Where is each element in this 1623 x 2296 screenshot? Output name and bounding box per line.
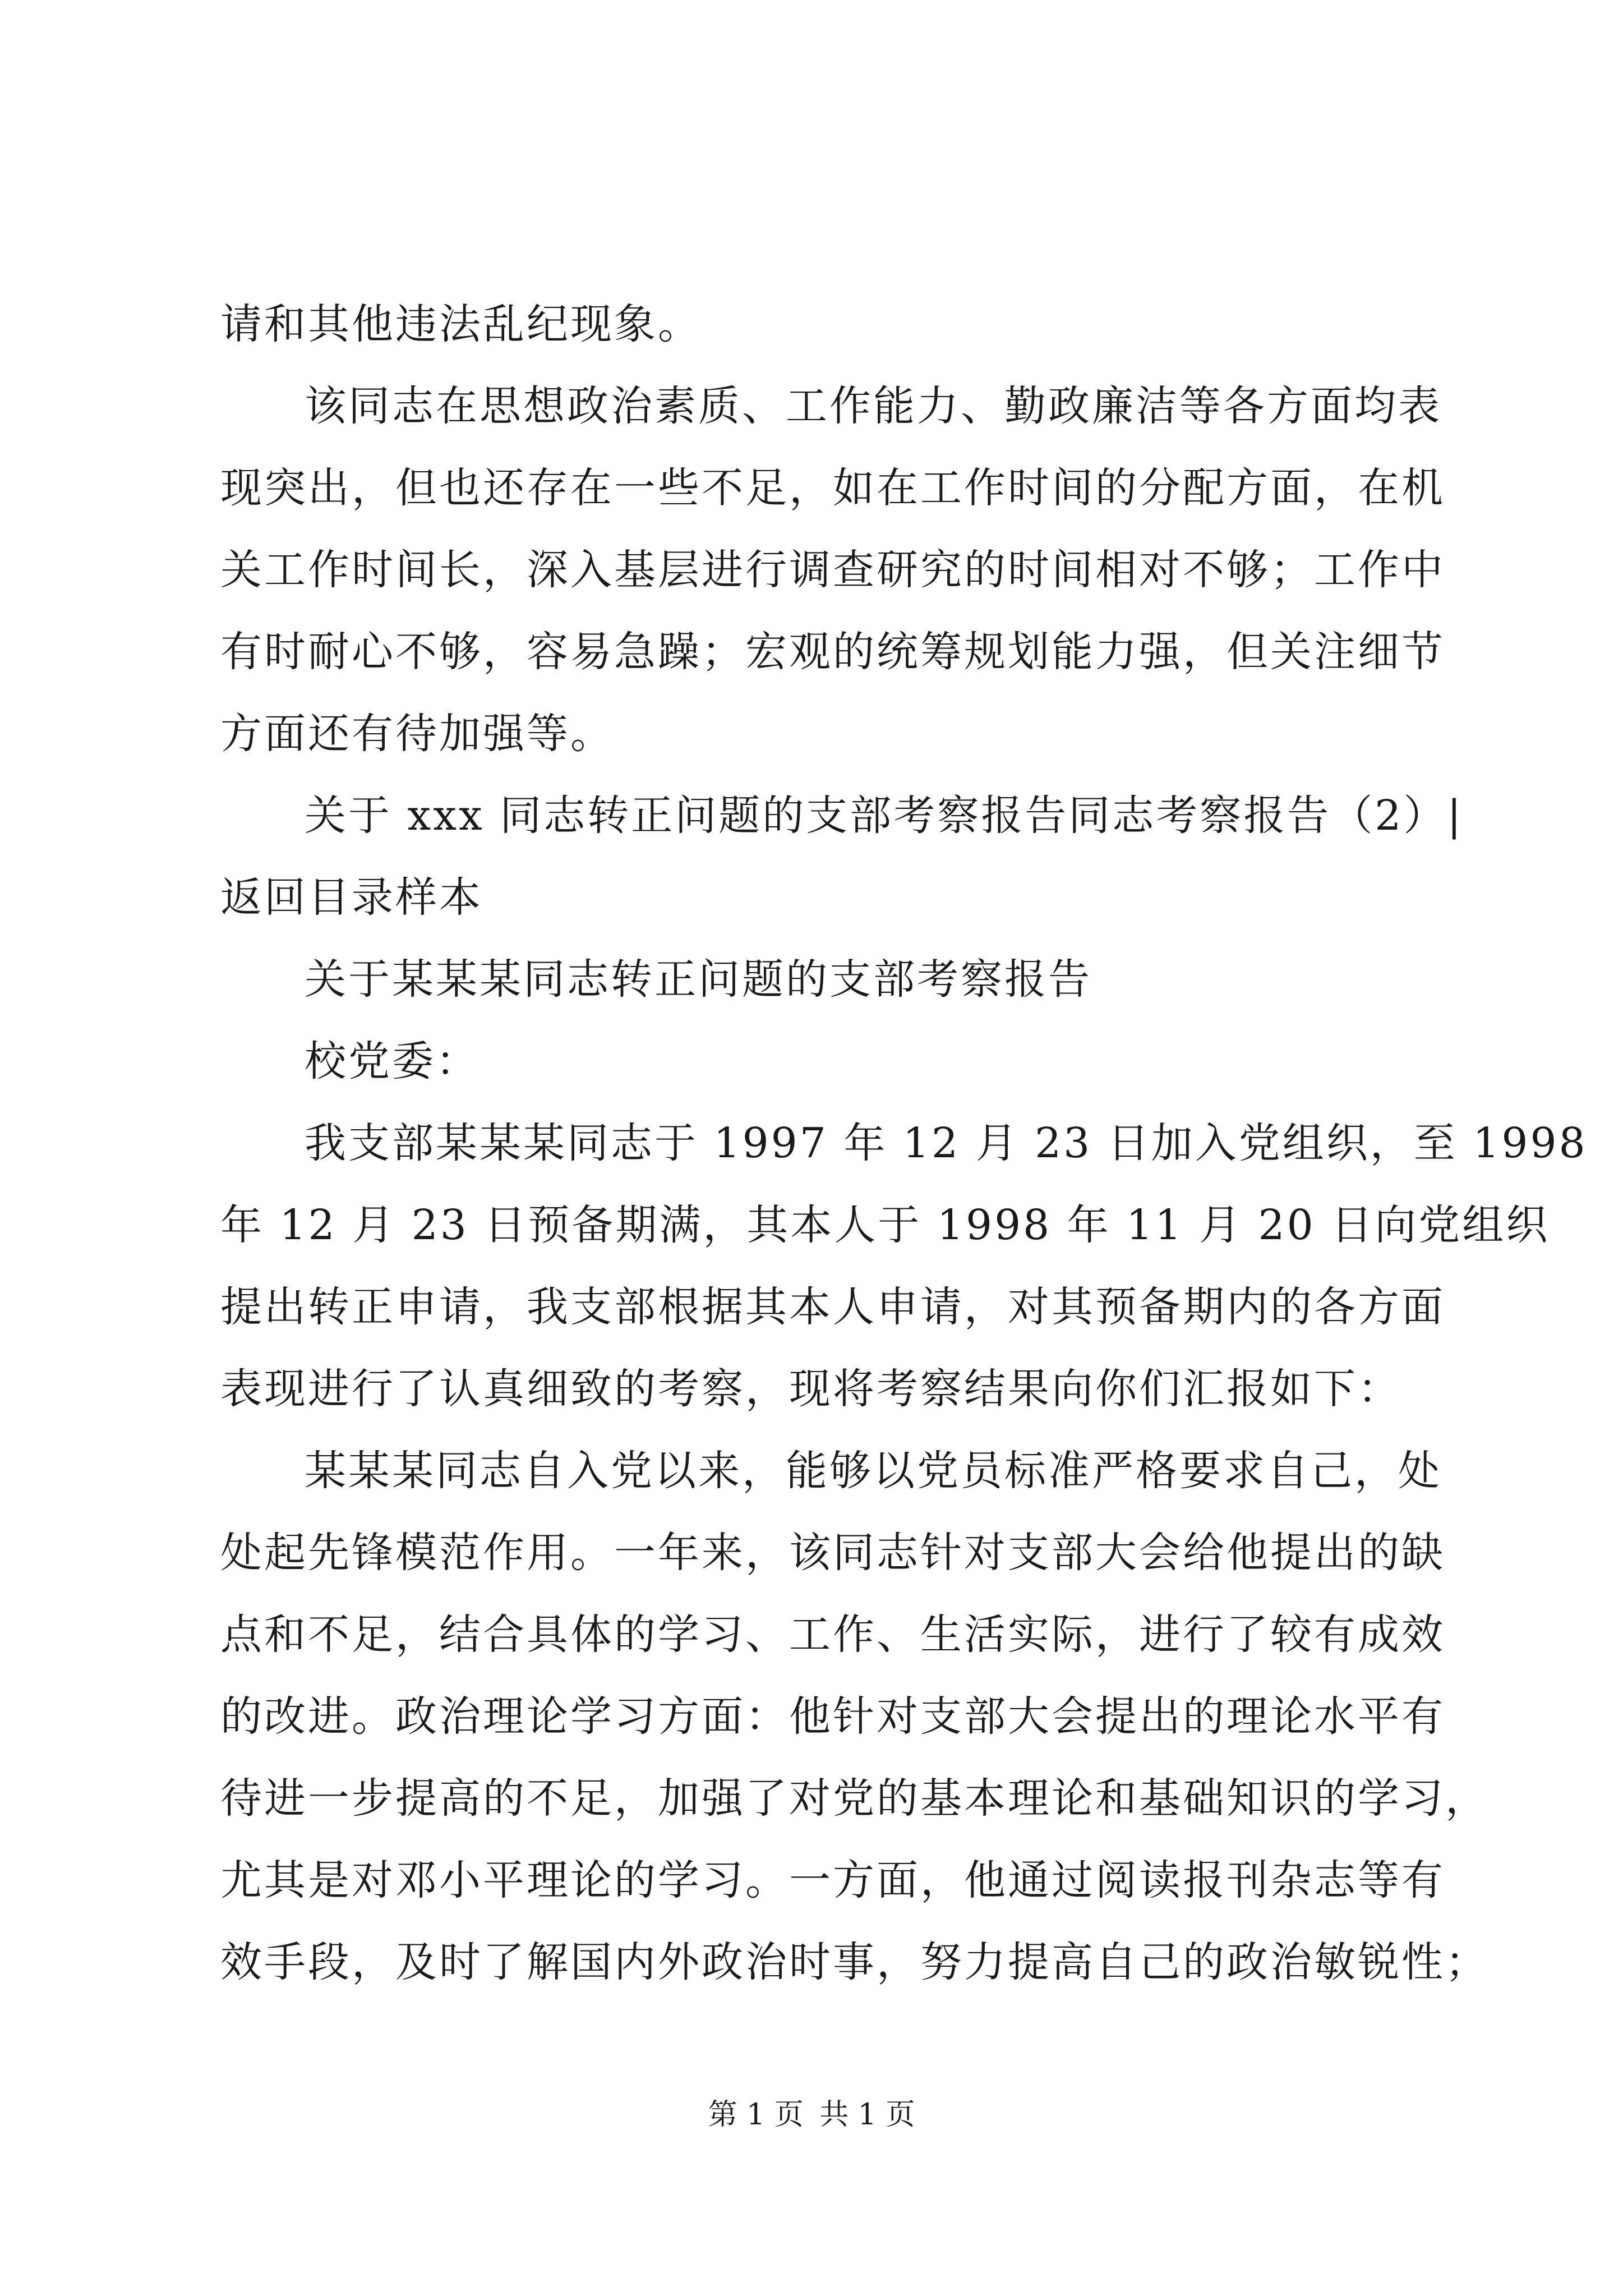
body-line: 待进一步提高的不足，加强了对党的基本理论和基础知识的学习， bbox=[220, 1774, 1489, 1823]
body-line: 提出转正申请，我支部根据其本人申请，对其预备期内的各方面 bbox=[220, 1283, 1445, 1331]
body-line: 效手段，及时了解国内外政治时事，努力提高自己的政治敏锐性； bbox=[220, 1938, 1489, 1986]
page-number: 第 1 页 bbox=[708, 2098, 804, 2132]
body-line: 点和不足，结合具体的学习、工作、生活实际，进行了较有成效 bbox=[220, 1611, 1445, 1659]
salutation: 校党委： bbox=[305, 1037, 479, 1085]
page-total: 共 1 页 bbox=[819, 2098, 915, 2132]
section-link-line: 返回目录样本 bbox=[220, 873, 483, 922]
body-line: 我支部某某某同志于 1997 年 12 月 23 日加入党组织，至 1998 bbox=[305, 1119, 1588, 1167]
body-line: 现突出，但也还存在一些不足，如在工作时间的分配方面，在机 bbox=[220, 464, 1445, 512]
body-line: 表现进行了认真细致的考察，现将考察结果向你们汇报如下： bbox=[220, 1365, 1401, 1413]
body-line: 某某某同志自入党以来，能够以党员标准严格要求自己，处 bbox=[305, 1447, 1442, 1495]
body-line: 方面还有待加强等。 bbox=[220, 710, 614, 758]
body-line: 年 12 月 23 日预备期满，其本人于 1998 年 11 月 20 日向党组织 bbox=[220, 1201, 1550, 1249]
body-line: 有时耐心不够，容易急躁；宏观的统筹规划能力强，但关注细节 bbox=[220, 628, 1445, 676]
report-title: 关于某某某同志转正问题的支部考察报告 bbox=[305, 955, 1092, 1004]
body-line: 尤其是对邓小平理论的学习。一方面，他通过阅读报刊杂志等有 bbox=[220, 1856, 1445, 1904]
page-footer bbox=[0, 2095, 1623, 2134]
body-line: 的改进。政治理论学习方面：他针对支部大会提出的理论水平有 bbox=[220, 1692, 1445, 1741]
body-line: 关工作时间长，深入基层进行调查研究的时间相对不够；工作中 bbox=[220, 546, 1445, 594]
body-line: 该同志在思想政治素质、工作能力、勤政廉洁等各方面均表 bbox=[305, 382, 1442, 430]
section-link-line: 关于 xxx 同志转正问题的支部考察报告同志考察报告（2）| bbox=[305, 792, 1464, 840]
body-line: 请和其他违法乱纪现象。 bbox=[220, 300, 702, 348]
body-line: 处起先锋模范作用。一年来，该同志针对支部大会给他提出的缺 bbox=[220, 1529, 1445, 1577]
